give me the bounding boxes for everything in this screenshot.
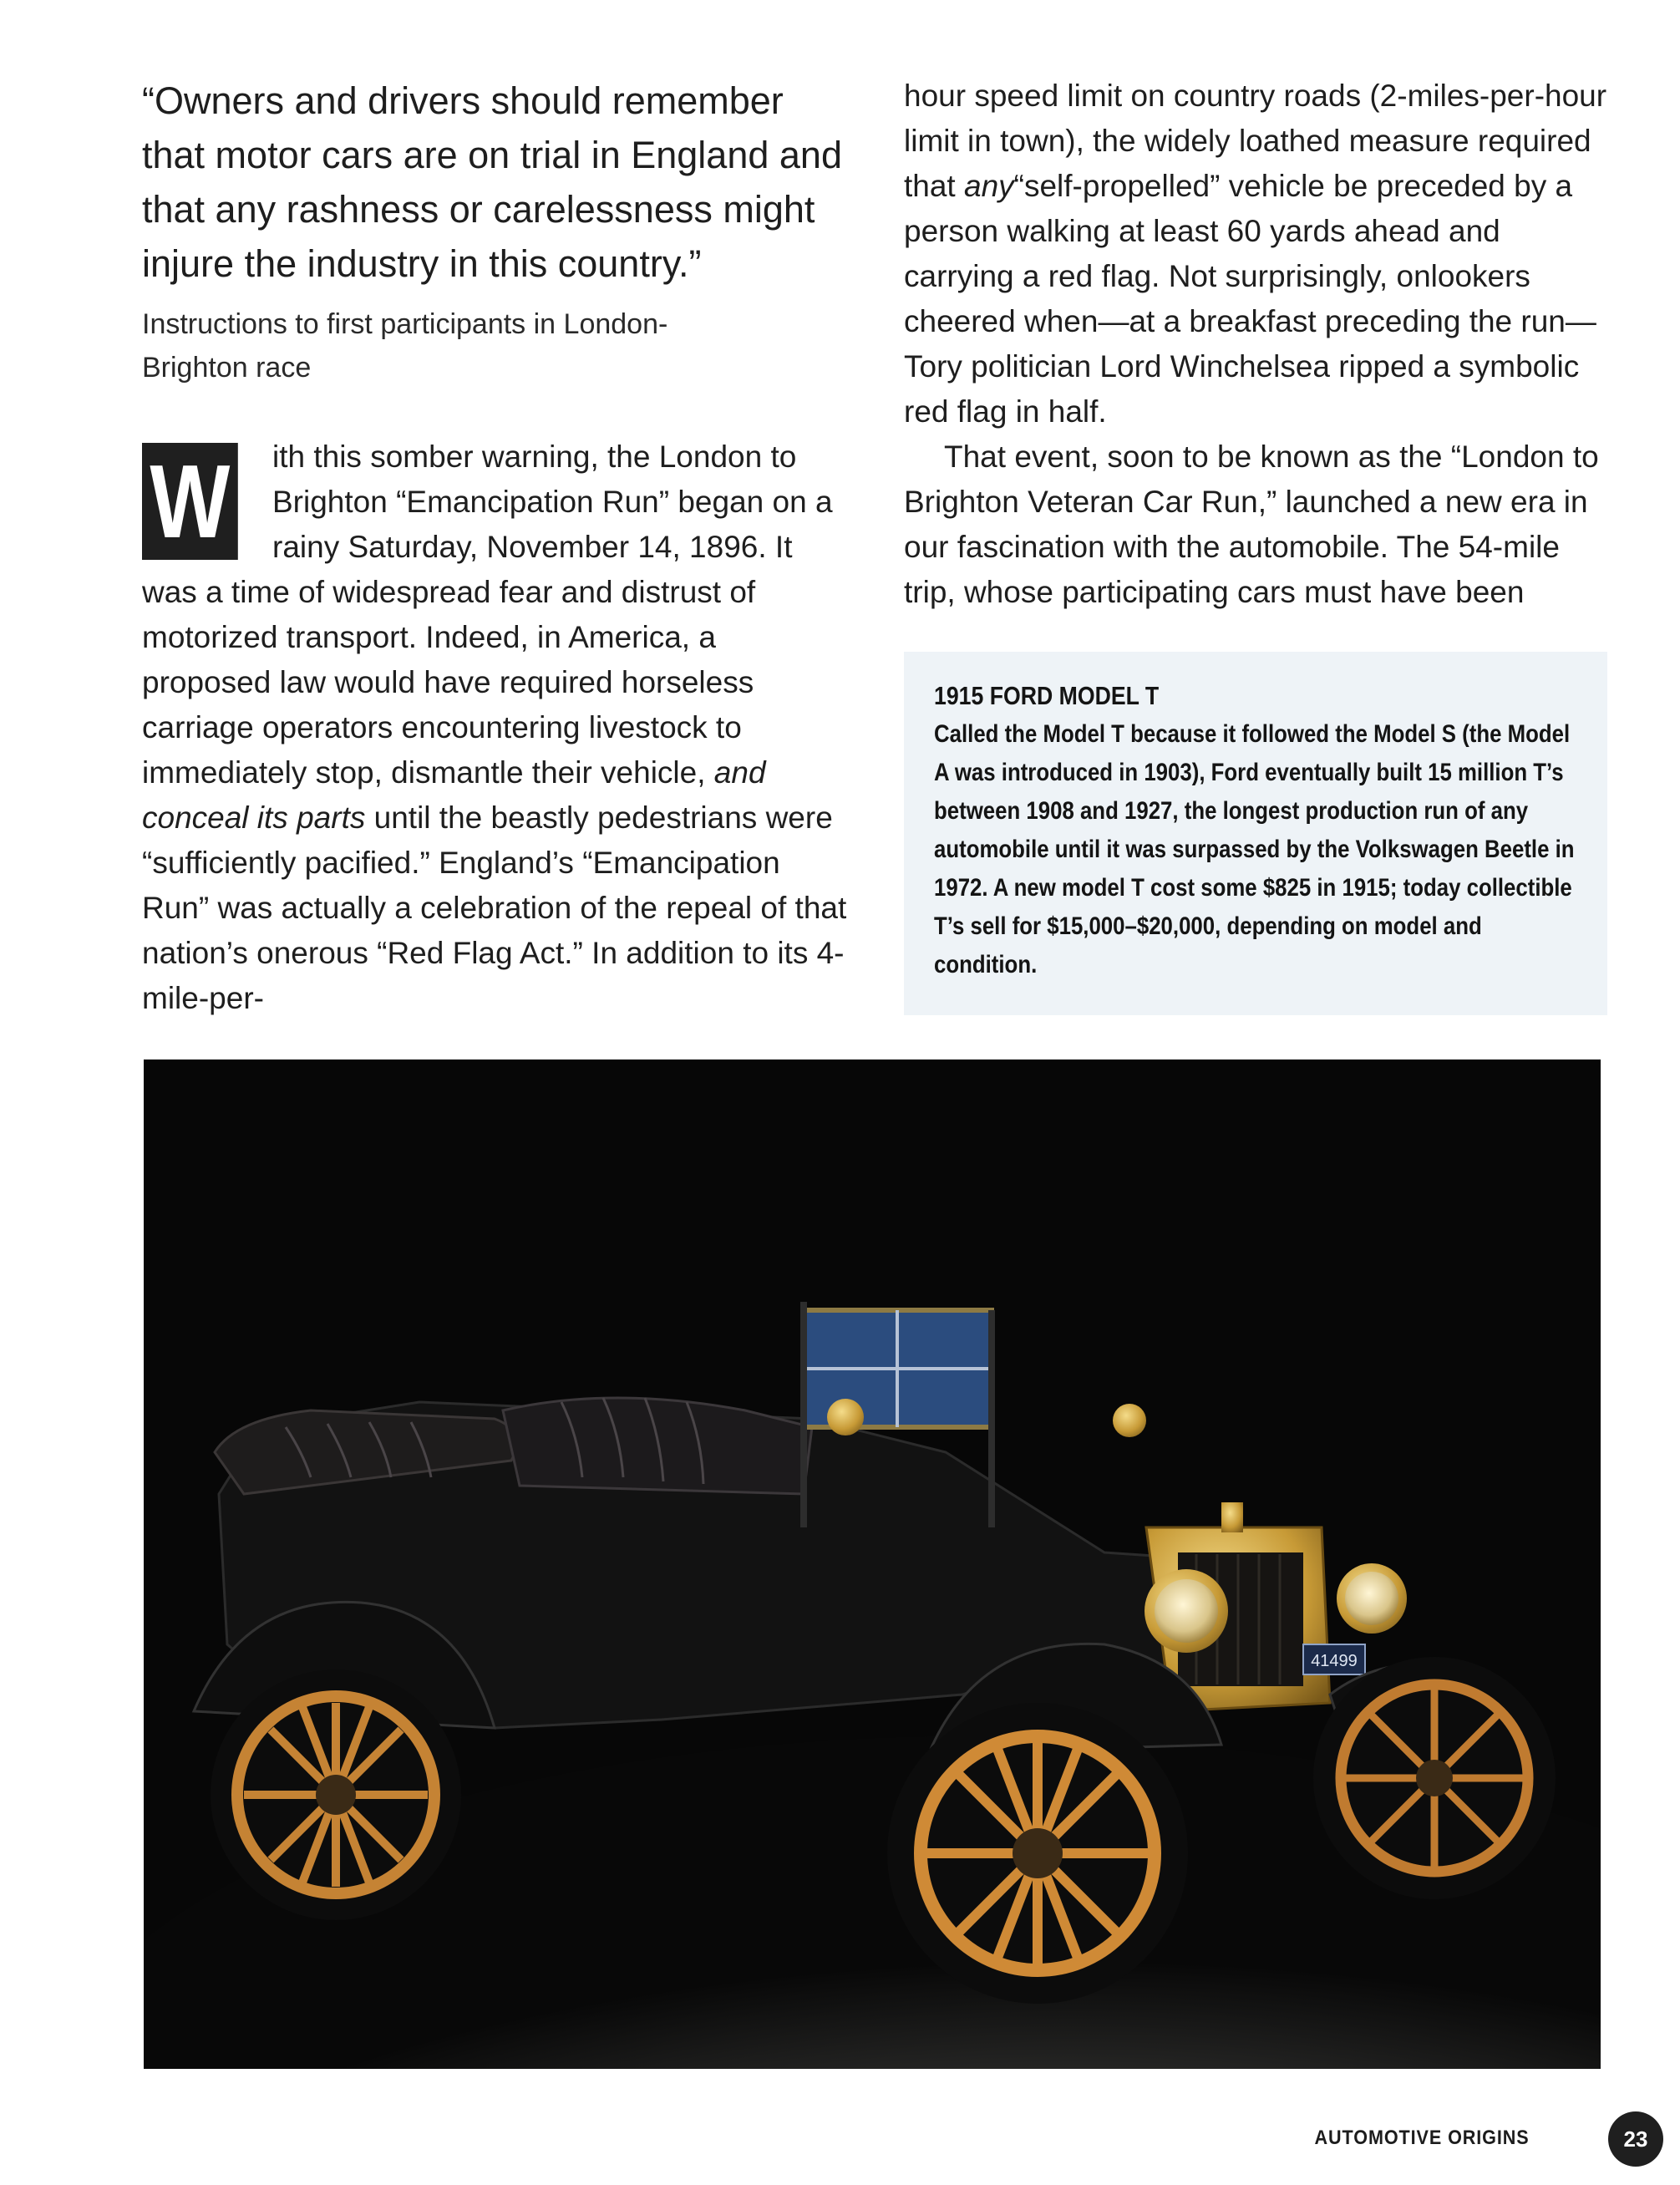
rear-wheel	[211, 1669, 461, 1920]
front-right-wheel	[1313, 1657, 1556, 1899]
section-label: AUTOMOTIVE ORIGINS	[1314, 2127, 1530, 2149]
article-paragraph-2: That event, soon to be known as the “London to Brighton Veteran Car Run,” launched a new era in our fascination with the automobile. The 54-mile trip, whose participating cars must have been	[904, 440, 1599, 609]
article-emphasis: and conceal its parts	[142, 755, 766, 835]
drop-cap: W	[142, 443, 238, 560]
article-column-left	[142, 434, 848, 1021]
spec-sidebar	[904, 652, 1607, 1015]
ford-model-t-illustration	[144, 1059, 1601, 2069]
drop-cap-box	[142, 434, 272, 570]
article-emphasis: any	[964, 169, 1014, 203]
article-column-right	[904, 74, 1610, 615]
article-text: hour speed limit on country roads (2-miles-per-hour limit in town), the widely loathed measure required that	[904, 79, 1607, 203]
article-text: “self-propelled” vehicle be preceded by a person walking at least 60 yards ahead and carrying a red flag. Not surprisingly, onlookers cheered when—at a breakfast preceding the run—Tory politician Lord Winchelsea ripped a symbolic red flag in half.	[904, 169, 1596, 429]
page-number: 23	[1608, 2111, 1663, 2167]
article-paragraph-1-continued	[904, 74, 1610, 434]
article-text: ith this somber warning, the London to Brighton “Emancipation Run” began on a rainy Saturday, November 14, 1896. It was a time of widespread fear and distrust of motorized transport. Indeed, in America, a proposed law would have required horseless carriage operators encountering livestock to immediately stop, dismantle their vehicle,	[142, 440, 833, 790]
front-left-wheel	[887, 1703, 1188, 2004]
article-text: until the beastly pedestrians were “sufficiently pacified.” England’s “Emancipation Run” was actually a celebration of the repeal of that nation’s onerous “Red Flag Act.” In addition to its 4-mile-per-	[142, 800, 847, 1015]
pull-quote-attribution: Instructions to first participants in London-Brighton race	[142, 308, 668, 384]
license-plate: 41499	[1311, 1652, 1358, 1670]
pull-quote: “Owners and drivers should remember that motor cars are on trial in England and that any rashness or carelessness might injure the industry in this country.”	[142, 79, 842, 285]
spec-title: 1915 FORD MODEL T	[934, 681, 1160, 710]
car-photo	[144, 1059, 1601, 2069]
spec-text: Called the Model T because it followed the Model S (the Model A was introduced in 1903), Ford eventually built 15 million T’s between 1908 and 1927, the longest production run of any automobile until it was surpassed by the Volkswagen Beetle in 1972. A new model T cost some $825 in 1915; today collectible T’s sell for $15,000–$20,000, depending on model and condition.	[934, 720, 1575, 978]
